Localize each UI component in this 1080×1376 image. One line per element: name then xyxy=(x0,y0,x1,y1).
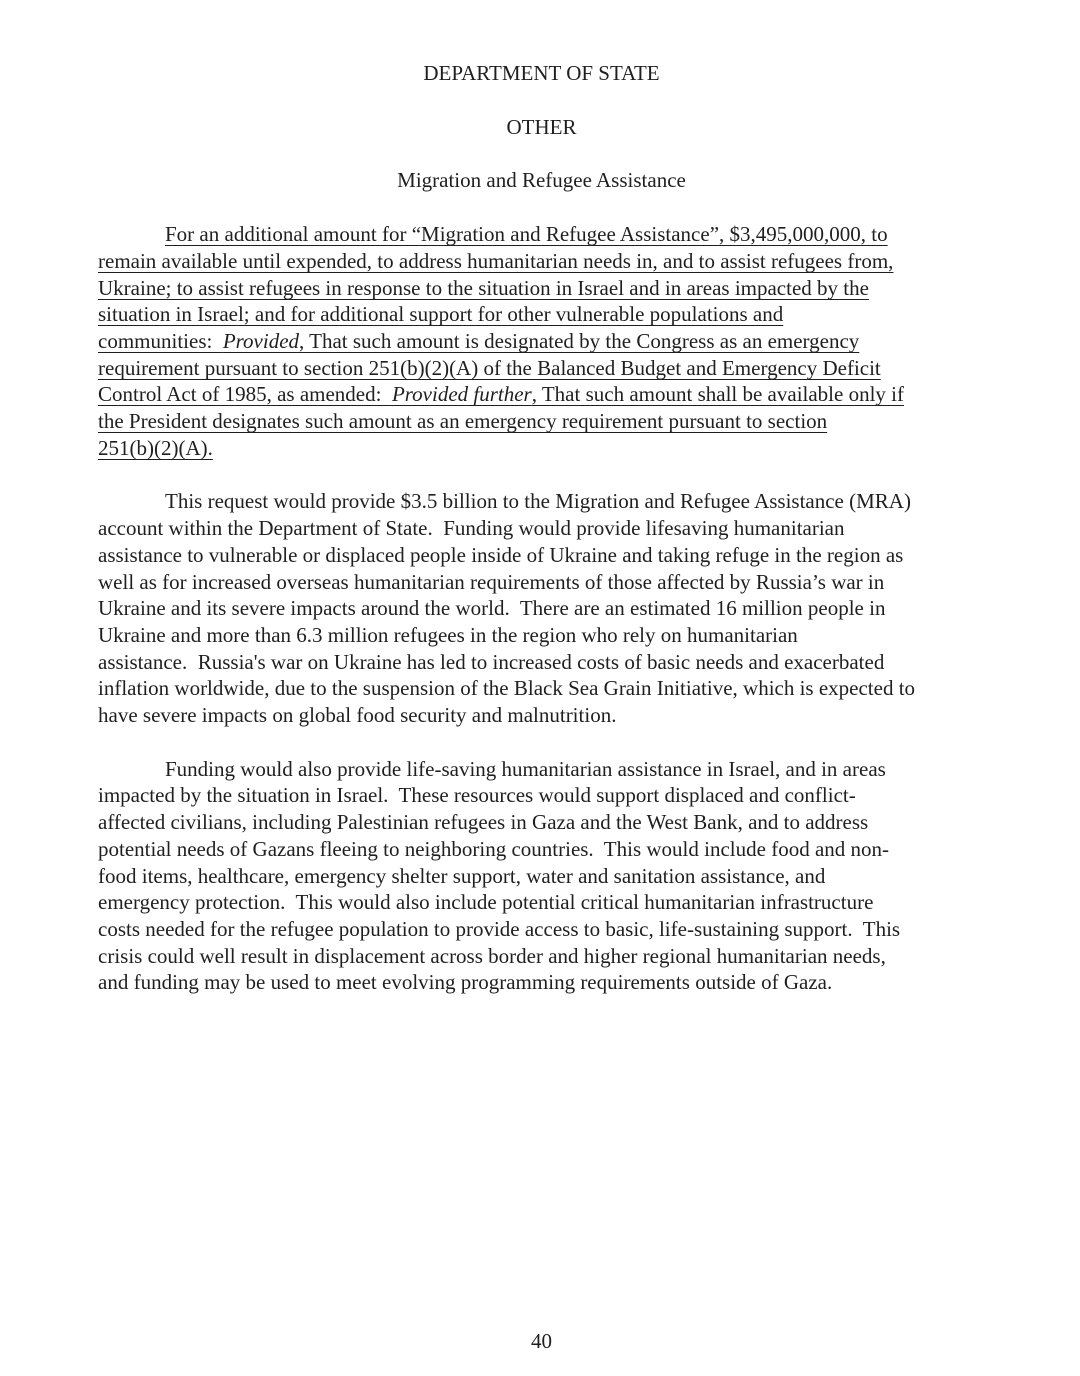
paragraph-israel-funding xyxy=(98,756,985,996)
text-line: well as for increased overseas humanitarian requirements of those affected by Russia’s war in xyxy=(98,569,885,594)
text-line: assistance. Russia's war on Ukraine has led to increased costs of basic needs and exacerbated xyxy=(98,649,885,674)
page-number: 40 xyxy=(531,1329,552,1353)
paragraph-request-justification xyxy=(98,488,985,728)
text-line: assistance to vulnerable or displaced people inside of Ukraine and taking refuge in the region as xyxy=(98,542,904,567)
paragraph-appropriation-language xyxy=(98,221,985,461)
document-content xyxy=(98,60,985,1023)
text-line: Ukraine and more than 6.3 million refugees in the region who rely on humanitarian xyxy=(98,622,798,647)
text-line: potential needs of Gazans fleeing to neighboring countries. This would include food and non- xyxy=(98,836,890,861)
text-line xyxy=(98,328,985,355)
text-line: remain available until expended, to address humanitarian needs in, and to assist refugees from, xyxy=(98,248,894,273)
text-line: have severe impacts on global food security and malnutrition. xyxy=(98,703,617,728)
text-segment: communities: xyxy=(98,328,223,353)
text-line: the President designates such amount as an emergency requirement pursuant to section xyxy=(98,409,828,434)
heading-section-other: OTHER xyxy=(506,114,577,139)
text-line: crisis could well result in displacement across border and higher regional humanitarian needs, xyxy=(98,943,886,968)
text-line: and funding may be used to meet evolving programming requirements outside of Gaza. xyxy=(98,970,833,995)
text-segment: , That such amount is designated by the Congress as an emergency xyxy=(299,328,860,353)
text-line: For an additional amount for “Migration and Refugee Assistance”, $3,495,000,000, to xyxy=(165,222,888,247)
text-line: Ukraine and its severe impacts around the world. There are an estimated 16 million people in xyxy=(98,596,886,621)
text-line: 251(b)(2)(A). xyxy=(98,435,213,460)
heading-account-title: Migration and Refugee Assistance xyxy=(397,168,686,193)
text-segment: Control Act of 1985, as amended: xyxy=(98,382,392,407)
text-line: account within the Department of State. Funding would provide lifesaving humanitarian xyxy=(98,516,845,541)
text-line: affected civilians, including Palestinian refugees in Gaza and the West Bank, and to address xyxy=(98,810,869,835)
text-line: requirement pursuant to section 251(b)(2)(A) of the Balanced Budget and Emergency Deficit xyxy=(98,355,881,380)
heading-department: DEPARTMENT OF STATE xyxy=(423,61,660,85)
text-line: impacted by the situation in Israel. These resources would support displaced and conflict- xyxy=(98,783,856,808)
text-segment: , That such amount shall be available only if xyxy=(531,382,905,407)
text-line xyxy=(98,381,985,408)
text-line: food items, healthcare, emergency shelter support, water and sanitation assistance, and xyxy=(98,863,826,888)
italic-text-segment: Provided xyxy=(222,328,300,353)
text-line: situation in Israel; and for additional support for other vulnerable populations and xyxy=(98,302,784,327)
text-line: emergency protection. This would also include potential critical humanitarian infrastructure xyxy=(98,890,874,915)
text-line: costs needed for the refugee population to provide access to basic, life-sustaining support. This xyxy=(98,916,901,941)
text-line: This request would provide $3.5 billion to the Migration and Refugee Assistance (MRA) xyxy=(165,489,911,514)
text-line: Funding would also provide life-saving humanitarian assistance in Israel, and in areas xyxy=(165,756,886,781)
text-line: Ukraine; to assist refugees in response to the situation in Israel and in areas impacted by the xyxy=(98,275,869,300)
italic-text-segment: Provided further xyxy=(391,382,532,407)
text-line: inflation worldwide, due to the suspension of the Black Sea Grain Initiative, which is expected to xyxy=(98,676,916,701)
